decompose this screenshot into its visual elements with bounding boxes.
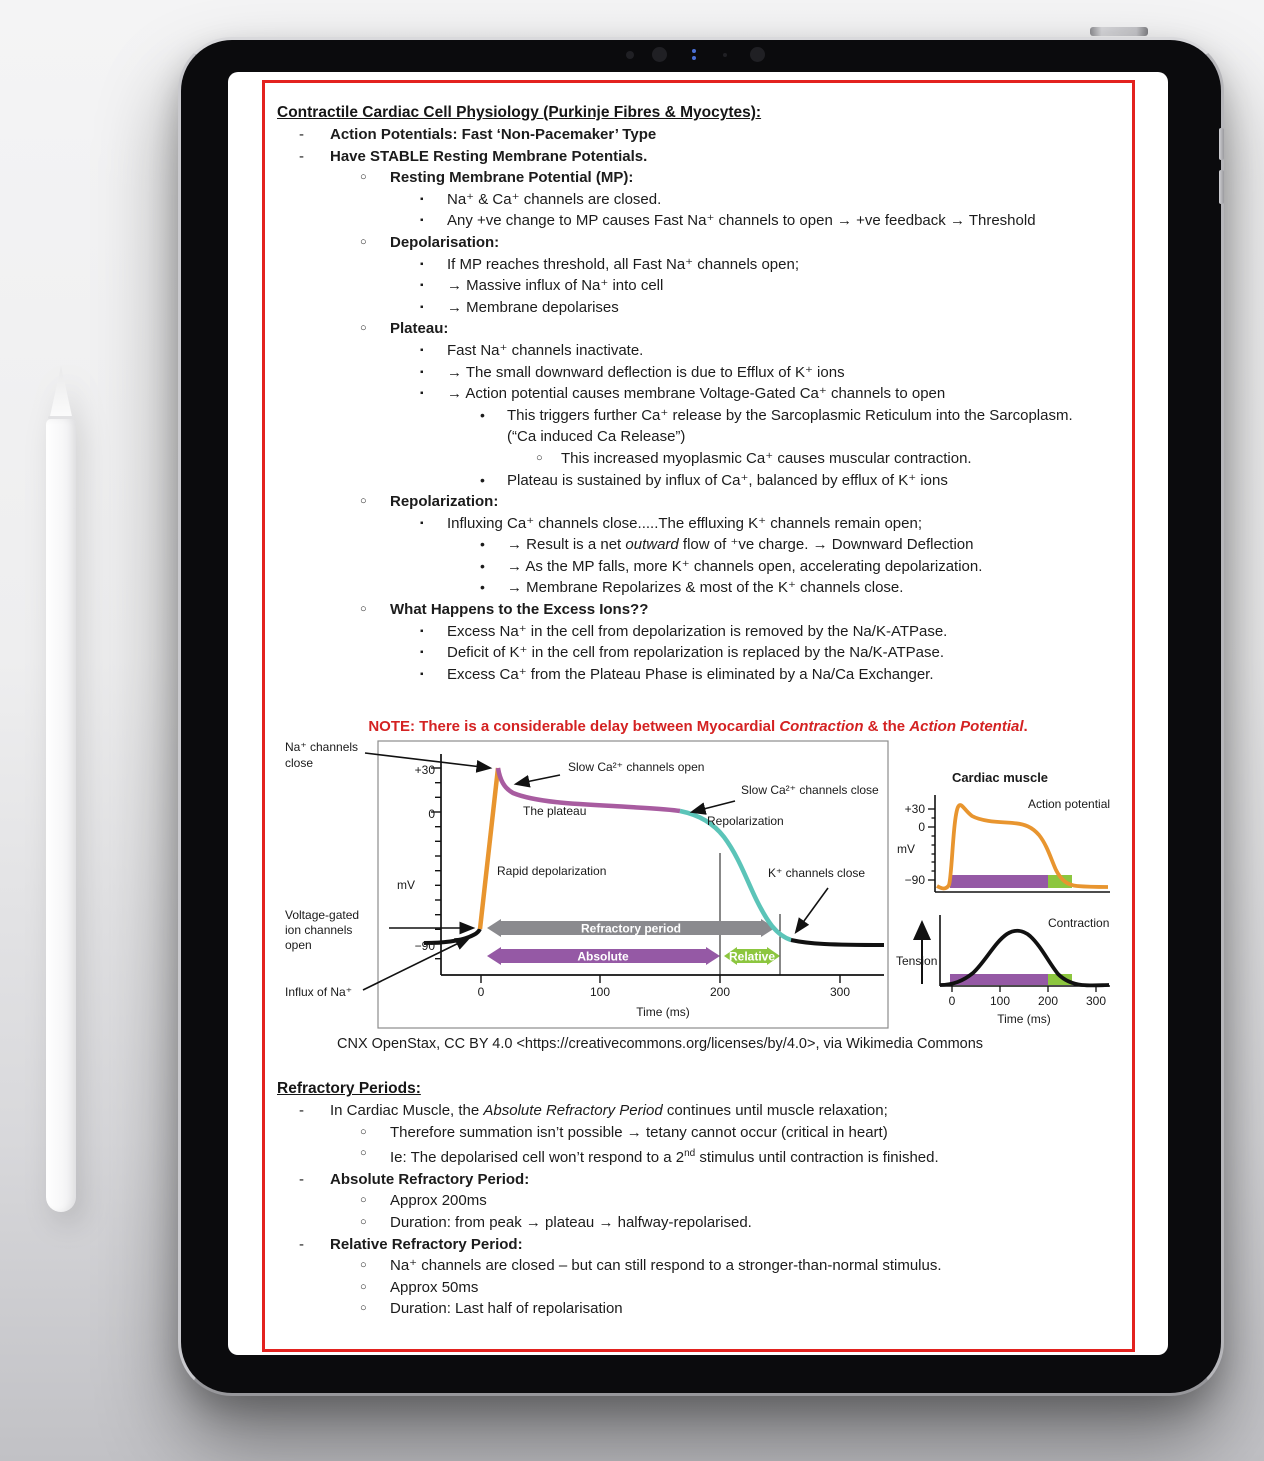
note-text-part: stimulus until contraction is finished. (695, 1149, 939, 1167)
x-tick-0: 0 (477, 985, 485, 999)
bullet-glyph: • (480, 406, 485, 423)
bullet-glyph: ▪ (420, 517, 424, 529)
bullet-glyph: ▪ (420, 344, 424, 356)
note-text-part: Na⁺ channels are closed – but can still respond to a stronger-than-normal stimulus. (390, 1257, 942, 1275)
bullet-glyph: ▪ (420, 625, 424, 637)
note-text-part: In Cardiac Muscle, the (330, 1102, 484, 1119)
note-text-part: Plateau is sustained by influx of Ca⁺, balanced by efflux of K⁺ ions (507, 471, 948, 489)
note-text (330, 124, 1145, 146)
note-item (277, 1212, 1145, 1234)
notes-section (277, 102, 1145, 685)
note-item (277, 1234, 1145, 1256)
note-text-part: continues until muscle relaxation; (662, 1102, 888, 1119)
note-item (277, 534, 1145, 556)
sensor-icon (692, 49, 696, 53)
bullet-glyph: ○ (360, 1215, 367, 1228)
bullet-glyph: • (480, 471, 485, 488)
bullet-glyph: ○ (360, 235, 367, 248)
x-axis-label: Time (ms) (636, 1005, 690, 1019)
note-text (390, 599, 1145, 621)
note-text (447, 297, 1145, 319)
bullet-glyph: - (299, 1102, 304, 1119)
note-text (330, 1234, 1145, 1256)
note-item (277, 599, 1145, 621)
note-item (277, 1190, 1145, 1212)
note-text-part: → Result is a net (507, 536, 626, 554)
bullet-glyph: - (299, 1170, 304, 1188)
x-axis-ticks (481, 975, 840, 983)
note-text-part: Duration: Last half of repolarisation (390, 1300, 623, 1318)
x-tick-100: 100 (989, 994, 1011, 1008)
image-attribution: CNX OpenStax, CC BY 4.0 <https://creativecommons.org/licenses/by/4.0>, via Wikimedia Commons (337, 1036, 984, 1052)
note-text (507, 577, 1145, 599)
y-tick-minus90: −90 (414, 939, 435, 953)
pencil-tip (48, 366, 74, 416)
note-text (447, 383, 1145, 405)
voltage-gated-label: ion channels (285, 923, 353, 937)
tension-label: Tension (896, 954, 938, 968)
bullet-glyph: ○ (536, 451, 543, 464)
note-text-part: Resting Membrane Potential (MP): (390, 169, 634, 187)
note-item (277, 470, 1145, 492)
x-tick-200: 200 (709, 985, 731, 999)
apple-pencil (46, 366, 76, 1214)
note-item (277, 1255, 1145, 1277)
note-text-part: Excess Ca⁺ from the Plateau Phase is eliminated by a Na/Ca Exchanger. (447, 665, 934, 683)
bullet-glyph: ○ (360, 1125, 367, 1138)
bullet-glyph: - (299, 1235, 304, 1253)
note-text-part: Depolarisation: (390, 233, 500, 251)
note-item (277, 621, 1145, 643)
y-tick-minus90: −90 (904, 873, 925, 887)
absolute-band (950, 875, 1048, 888)
document-page[interactable] (228, 72, 1168, 1355)
bullet-glyph: ○ (360, 603, 367, 616)
note-text (561, 448, 1145, 470)
relative-refractory-arrow (724, 947, 780, 965)
note-text (447, 254, 1145, 276)
x-tick-100: 100 (589, 985, 611, 999)
contraction-label: Contraction (1048, 916, 1110, 930)
note-item (277, 1169, 1145, 1191)
note-text-part: Action Potentials: Fast ‘Non-Pacemaker’ Type (330, 126, 657, 143)
note-item (277, 383, 1145, 405)
slow-close-arrow (692, 801, 735, 812)
bullet-glyph: ▪ (420, 193, 424, 205)
note-text-part: → Membrane Repolarizes & most of the K⁺ channels close. (507, 579, 904, 597)
note-item (277, 426, 1145, 448)
note-text (447, 513, 1145, 535)
bullet-glyph: ○ (360, 1280, 367, 1293)
note-item (277, 254, 1145, 276)
absolute-label: Absolute (577, 949, 629, 964)
note-text (390, 1298, 1145, 1320)
note-text-part: Approx 200ms (390, 1192, 487, 1210)
note-text (390, 1277, 1145, 1299)
y-axis-label: mV (897, 842, 915, 856)
note-text (447, 362, 1145, 384)
bullet-glyph: • (480, 536, 485, 553)
y-tick-0: 0 (428, 807, 435, 821)
action-potential-figure (283, 738, 897, 1037)
volume-down-button[interactable] (1219, 170, 1224, 204)
bullet-glyph: ○ (360, 171, 367, 184)
note-text-part: Na⁺ & Ca⁺ channels are closed. (447, 190, 662, 208)
note-text (330, 1169, 1145, 1191)
note-text: & the (863, 718, 910, 735)
bullet-glyph: ○ (360, 1147, 367, 1160)
slow-close-label: Slow Ca²⁺ channels close (741, 783, 879, 797)
note-text-part: → Membrane depolarises (447, 298, 619, 316)
note-text (390, 1190, 1145, 1212)
note-text-part: (“Ca induced Ca Release”) (507, 428, 686, 446)
bullet-glyph: ○ (360, 322, 367, 335)
note-text-part: What Happens to the Excess Ions?? (390, 601, 649, 619)
note-text-part: Deficit of K⁺ in the cell from repolarization is replaced by the Na/K-ATPase. (447, 644, 945, 662)
note-item (277, 577, 1145, 599)
camera-icon (750, 47, 765, 62)
note-text (390, 232, 1145, 254)
x-tick-300: 300 (829, 985, 851, 999)
note-callout (228, 718, 1168, 735)
note-item (277, 1100, 1145, 1122)
note-item (277, 340, 1145, 362)
relative-label: Relative (728, 949, 776, 964)
note-text-part: → As the MP falls, more K⁺ channels open, accelerating depolarization. (507, 557, 983, 575)
note-text (390, 1122, 1145, 1144)
note-text (390, 491, 1145, 513)
camera-icon (652, 47, 667, 62)
bullet-glyph: ▪ (420, 366, 424, 378)
note-item (277, 642, 1145, 664)
action-potential-label: Action potential (1028, 797, 1111, 811)
note-item (277, 448, 1145, 470)
note-text-part: This increased myoplasmic Ca⁺ causes muscular contraction. (561, 449, 972, 467)
x-tick-300: 300 (1085, 994, 1107, 1008)
note-item (277, 513, 1145, 535)
x-tick-200: 200 (1037, 994, 1059, 1008)
note-text-part: Any +ve change to MP causes Fast Na⁺ channels to open → +ve feedback → Threshold (447, 212, 1036, 230)
note-item (277, 167, 1145, 189)
note-text-part: Ie: The depolarised cell won’t respond to a 2 (390, 1149, 685, 1167)
notes-list (277, 124, 1145, 685)
note-text-part: Have STABLE Resting Membrane Potentials. (330, 147, 648, 165)
note-text (447, 664, 1145, 686)
section-heading: Refractory Periods: (277, 1080, 421, 1097)
note-item (277, 1277, 1145, 1299)
bullet-glyph: ▪ (420, 388, 424, 400)
note-text (447, 189, 1145, 211)
note-text (507, 426, 1145, 448)
na-close-label: close (285, 756, 314, 770)
note-text-part: Plateau: (390, 320, 449, 338)
rapid-depolarization-label: Rapid depolarization (497, 864, 607, 878)
bullet-glyph: • (480, 557, 485, 574)
note-item (277, 556, 1145, 578)
note-text (507, 534, 1145, 556)
bullet-glyph: ▪ (420, 301, 424, 313)
plateau-label: The plateau (523, 804, 587, 818)
note-text (390, 1255, 1145, 1277)
note-text (390, 167, 1145, 189)
note-text (447, 210, 1145, 232)
note-item (277, 189, 1145, 211)
power-button[interactable] (1090, 27, 1148, 36)
note-text (447, 642, 1145, 664)
k-close-arrow (796, 888, 828, 932)
note-text (447, 340, 1145, 362)
x-axis-ticks (952, 986, 1096, 992)
note-text-part: Excess Na⁺ in the cell from depolarization is removed by the Na/K-ATPase. (447, 622, 948, 640)
mic-icon (723, 53, 727, 57)
camera-icon (626, 51, 634, 59)
cardiac-muscle-charts (893, 760, 1165, 1032)
slow-open-arrow (516, 775, 560, 784)
note-item (277, 1143, 1145, 1169)
note-item (277, 1122, 1145, 1144)
note-item (277, 491, 1145, 513)
bullet-glyph: ○ (360, 495, 367, 508)
bullet-glyph: ○ (360, 1259, 367, 1272)
note-text-part: flow of ⁺ve charge. → Downward Deflection (678, 536, 974, 554)
bullet-glyph: - (299, 126, 304, 143)
note-text (507, 470, 1145, 492)
bullet-glyph: ▪ (420, 280, 424, 292)
y-axis-label: mV (397, 878, 415, 892)
na-close-label: Na⁺ channels (285, 740, 359, 754)
voltage-gated-label: open (285, 938, 312, 952)
note-text-part: Absolute Refractory Period: (330, 1170, 530, 1188)
slow-open-label: Slow Ca²⁺ channels open (568, 760, 705, 774)
note-text-part: → Massive influx of Na⁺ into cell (447, 277, 664, 295)
note-text-part: Repolarization: (390, 493, 499, 511)
bullet-glyph: ○ (360, 1302, 367, 1315)
absolute-refractory-arrow (487, 947, 720, 965)
note-item (277, 210, 1145, 232)
pencil-body (46, 419, 76, 1212)
note-text (330, 146, 1145, 168)
y-axis-ticks (928, 809, 935, 880)
note-text-part: Fast Na⁺ channels inactivate. (447, 341, 644, 359)
x-tick-0: 0 (948, 994, 956, 1008)
y-axis-ticks (431, 768, 441, 959)
page-title: Contractile Cardiac Cell Physiology (Purkinje Fibres & Myocytes): (277, 104, 762, 121)
bullet-glyph: ▪ (420, 258, 424, 270)
note-text-part: Absolute Refractory Period (483, 1102, 663, 1119)
cardiac-muscle-title: Cardiac muscle (951, 770, 1049, 785)
note-item (277, 297, 1145, 319)
note-text: NOTE: There is a considerable delay between Myocardial (368, 718, 780, 735)
note-text-part: outward (625, 536, 679, 554)
note-text (390, 318, 1145, 340)
note-text-part: Influxing Ca⁺ channels close.....The effluxing K⁺ channels remain open; (447, 514, 922, 532)
x-axis-label: Time (ms) (997, 1012, 1051, 1026)
note-text-italic: Contraction (779, 718, 864, 735)
k-close-label: K⁺ channels close (768, 866, 866, 880)
bullet-glyph: ▪ (420, 215, 424, 227)
note-item (277, 405, 1145, 427)
note-text-part: Relative Refractory Period: (330, 1235, 523, 1253)
note-item (277, 362, 1145, 384)
y-tick-0: 0 (918, 820, 925, 834)
note-text (390, 1212, 1145, 1234)
bullet-glyph: ▪ (420, 668, 424, 680)
tablet-device (178, 37, 1224, 1396)
cardiac-muscle-figure (893, 760, 1165, 1037)
note-text-italic: Action Potential (909, 718, 1024, 735)
note-text-part: Approx 50ms (390, 1278, 479, 1296)
note-text-part: Duration: from peak → plateau → halfway-repolarised. (390, 1213, 752, 1231)
y-tick-plus30: +30 (904, 802, 925, 816)
note-text-part: Therefore summation isn’t possible → tetany cannot occur (critical in heart) (390, 1123, 888, 1141)
voltage-gated-label: Voltage-gated (285, 908, 360, 922)
depolarization-curve (480, 768, 498, 929)
note-text-part: → Action potential causes membrane Voltage-Gated Ca⁺ channels to open (447, 385, 946, 403)
note-item (277, 146, 1145, 168)
action-potential-chart (283, 738, 897, 1032)
note-text-part: → The small downward deflection is due to Efflux of K⁺ ions (447, 363, 845, 381)
refractory-period-arrow (487, 919, 775, 937)
note-text (390, 1143, 1145, 1169)
bullet-glyph: ▪ (420, 647, 424, 659)
note-item (277, 318, 1145, 340)
note-text (447, 275, 1145, 297)
note-item (277, 232, 1145, 254)
bullet-glyph: • (480, 579, 485, 596)
influx-label: Influx of Na⁺ (285, 985, 353, 999)
volume-up-button[interactable] (1219, 128, 1224, 160)
note-item (277, 124, 1145, 146)
note-item (277, 664, 1145, 686)
note-text (330, 1100, 1145, 1122)
note-item (277, 1298, 1145, 1320)
bullet-glyph: ○ (360, 1194, 367, 1207)
note-text-part: This triggers further Ca⁺ release by the Sarcoplasmic Reticulum into the Sarcoplasm. (507, 406, 1073, 424)
sensor-icon (692, 56, 696, 60)
refractory-label: Refractory period (580, 921, 682, 936)
note-text (507, 405, 1145, 427)
note-text (447, 621, 1145, 643)
y-tick-plus30: +30 (414, 763, 435, 777)
note-item (277, 275, 1145, 297)
note-text (507, 556, 1145, 578)
repolarization-label: Repolarization (707, 814, 784, 828)
note-text-part: nd (684, 1148, 696, 1160)
return-curve (791, 940, 884, 945)
bullet-glyph (480, 426, 507, 448)
note-text-part: If MP reaches threshold, all Fast Na⁺ channels open; (447, 255, 799, 273)
note-text: . (1023, 718, 1028, 735)
refractory-list (277, 1100, 1145, 1320)
refractory-section (277, 1078, 1145, 1320)
bullet-glyph: - (299, 147, 304, 165)
